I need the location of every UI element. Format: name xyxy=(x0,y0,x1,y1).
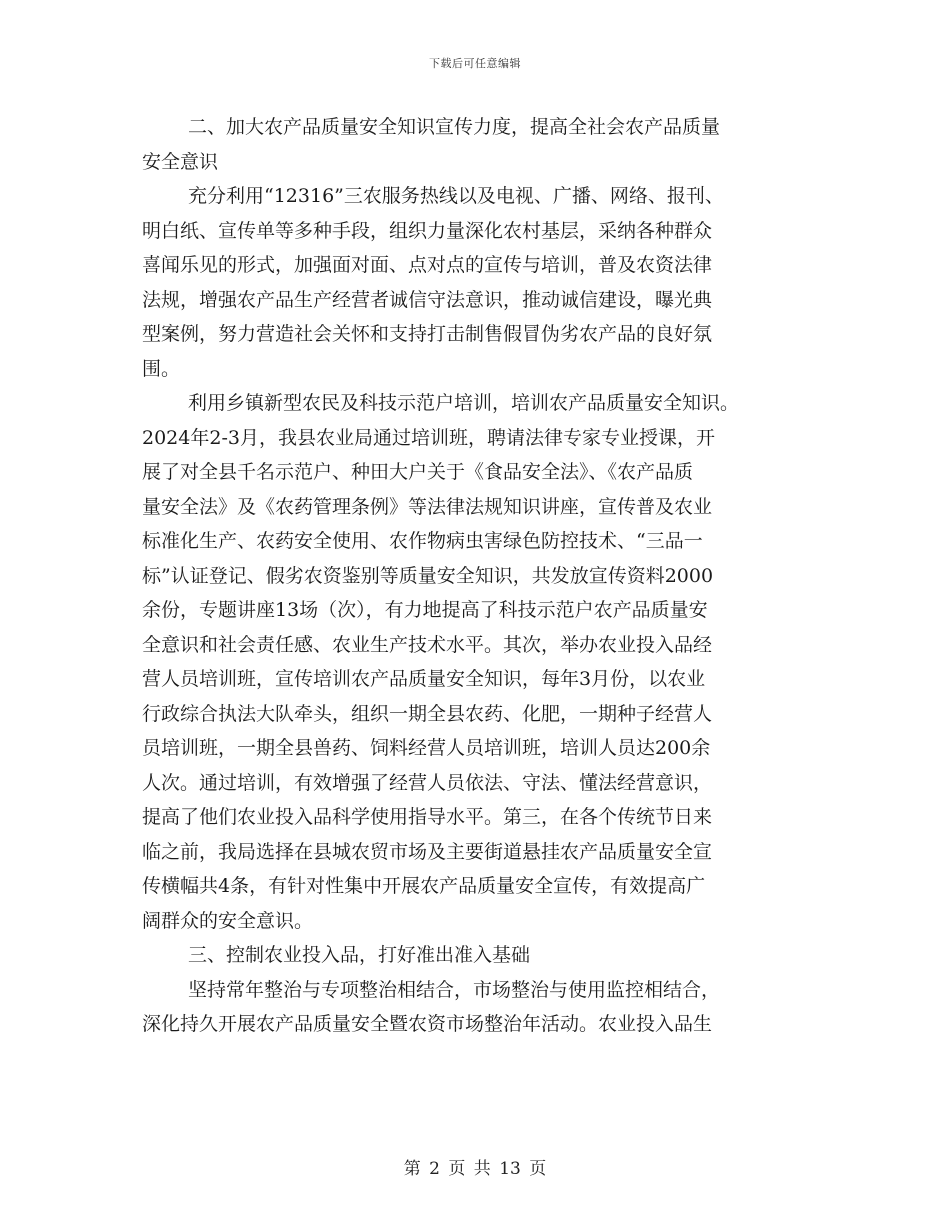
section-heading-3: 三、控制农业投入品，打好准出准入基础 xyxy=(188,944,531,966)
paragraph-line: 量安全法》及《农药管理条例》等法律法规知识讲座，宣传普及农业 xyxy=(142,495,713,518)
paragraph-line: 标准化生产、农药安全使用、农作物病虫害绿色防控技术、“三品一 xyxy=(142,530,703,552)
paragraph-line: 利用乡镇新型农民及科技示范户培训，培训农产品质量安全知识。 xyxy=(188,392,740,414)
paragraph-line: 人次。通过培训，有效增强了经营人员依法、守法、懂法经营意识， xyxy=(142,771,713,794)
paragraph-line: 提高了他们农业投入品科学使用指导水平。第三，在各个传统节日来 xyxy=(142,806,713,828)
paragraph-line: 展了对全县千名示范户、种田大户关于《食品安全法》、《农产品质 xyxy=(142,461,694,483)
paragraph-line: 喜闻乐见的形式，加强面对面、点对点的宣传与培训，普及农资法律 xyxy=(142,254,713,276)
section-heading-2: 二、加大农产品质量安全知识宣传力度，提高全社会农产品质量 xyxy=(188,116,721,138)
section-heading-2-cont: 安全意识 xyxy=(142,150,219,173)
paragraph-line: 行政综合执法大队牵头，组织一期全县农药、化肥，一期种子经营人 xyxy=(142,702,713,725)
paragraph-line: 2024年2-3月，我县农业局通过培训班，聘请法律专家专业授课，开 xyxy=(142,426,715,449)
paragraph-line: 传横幅共4条，有针对性集中开展农产品质量安全宣传，有效提高广 xyxy=(142,875,706,897)
document-body xyxy=(142,110,808,1042)
paragraph-line: 法规，增强农产品生产经营者诚信守法意识，推动诚信建设，曝光典 xyxy=(142,288,713,311)
paragraph-line: 标”认证登记、假劣农资鉴别等质量安全知识，共发放宣传资料2000 xyxy=(142,564,714,587)
header-note: 下载后可任意编辑 xyxy=(429,57,521,70)
paragraph-line: 坚持常年整治与专项整治相结合，市场整治与使用监控相结合， xyxy=(188,978,721,1001)
paragraph-line: 员培训班，一期全县兽药、饲料经营人员培训班，培训人员达200余 xyxy=(142,737,711,759)
paragraph-line: 临之前，我局选择在县城农贸市场及主要街道悬挂农产品质量安全宣 xyxy=(142,840,713,863)
paragraph-line: 深化持久开展农产品质量安全暨农资市场整治年活动。农业投入品生 xyxy=(142,1013,713,1035)
paragraph-line: 围。 xyxy=(142,357,181,380)
paragraph-line: 充分利用“12316”三农服务热线以及电视、广播、网络、报刊、 xyxy=(188,185,724,207)
paragraph-line: 明白纸、宣传单等多种手段，组织力量深化农村基层，采纳各种群众 xyxy=(142,219,713,242)
page-number-footer: 第 2 页 共 13 页 xyxy=(403,1159,547,1179)
paragraph-line: 全意识和社会责任感、农业生产技术水平。其次，举办农业投入品经 xyxy=(142,633,713,656)
paragraph-line: 型案例，努力营造社会关怀和支持打击制售假冒伪劣农产品的良好氛 xyxy=(142,323,713,345)
paragraph-line: 营人员培训班，宣传培训农产品质量安全知识，每年3月份，以农业 xyxy=(142,668,706,690)
paragraph-line: 余份，专题讲座13场（次），有力地提高了科技示范户农产品质量安 xyxy=(142,599,708,621)
paragraph-line: 阔群众的安全意识。 xyxy=(142,909,314,932)
